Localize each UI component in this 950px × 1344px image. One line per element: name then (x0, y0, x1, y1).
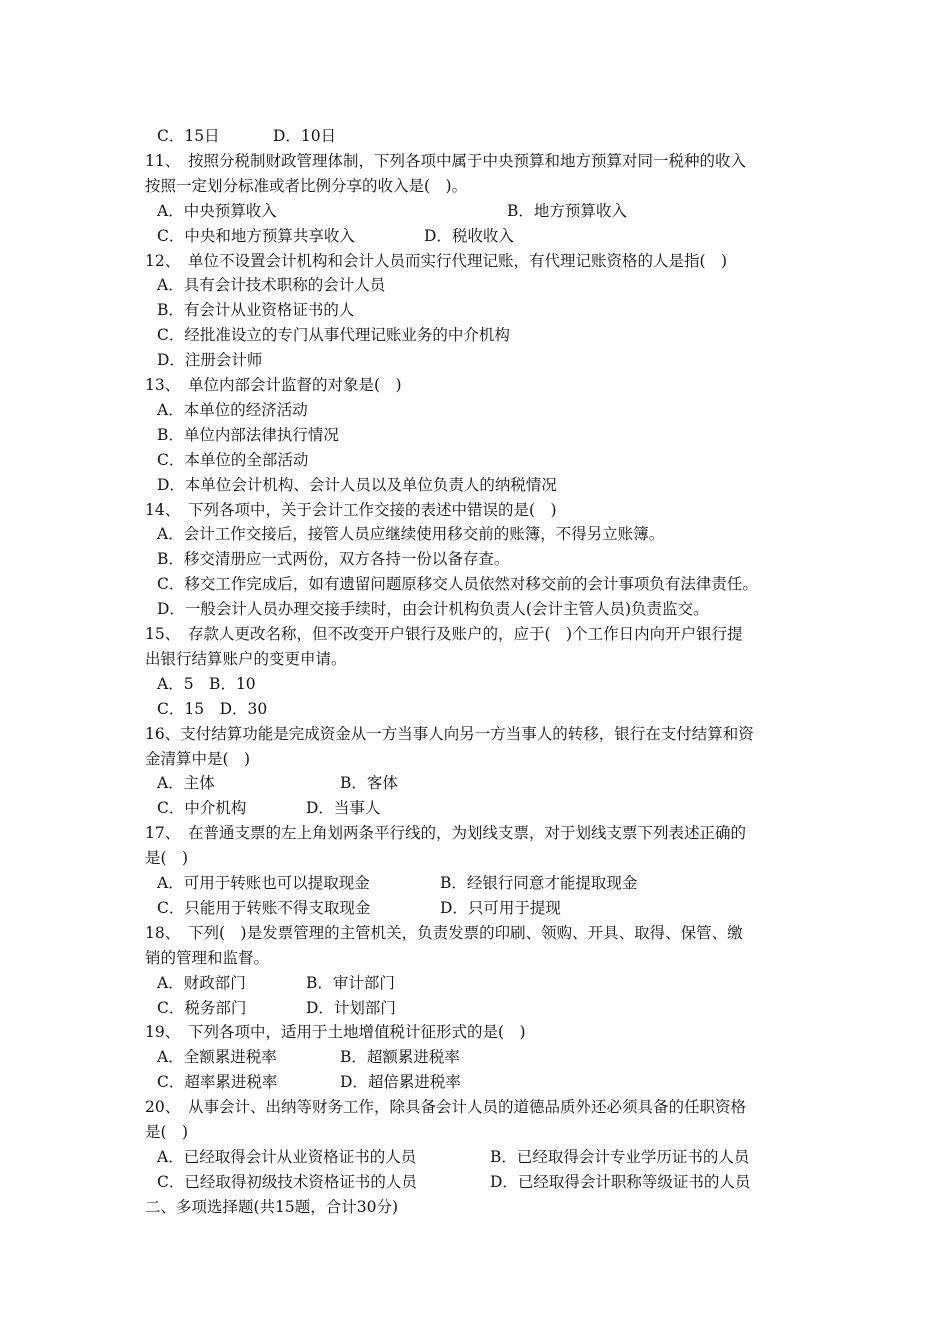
question-line: 19、 下列各项中，适用于土地增值税计征形式的是( ) (145, 1023, 526, 1041)
option-line: D．一般会计人员办理交接手续时，由会计机构负责人(会计主管人员)负责监交。 (157, 600, 709, 618)
option-text: C．只能用于转账不得支取现金 (157, 899, 371, 917)
option-line: A．本单位的经济活动 (157, 401, 308, 419)
option-text: A．可用于转账也可以提取现金 (157, 874, 370, 892)
option-line: B．移交清册应一式两份，双方各持一份以备存查。 (157, 550, 510, 568)
question-line: 12、 单位不设置会计机构和会计人员而实行代理记账，有代理记账资格的人是指( ) (145, 252, 728, 270)
option-text: A．中央预算收入 (157, 202, 277, 220)
question-line: 17、 在普通支票的左上角划两条平行线的，为划线支票，对于划线支票下列表述正确的 (145, 824, 746, 842)
question-line: 出银行结算账户的变更申请。 (145, 650, 347, 668)
question-line: 20、 从事会计、出纳等财务工作，除具备会计人员的道德品质外还必须具备的任职资格 (145, 1098, 746, 1116)
option-line: D．注册会计师 (157, 351, 263, 369)
option-line: A．会计工作交接后，接管人员应继续使用移交前的账簿，不得另立账簿。 (157, 525, 665, 543)
question-line: 18、 下列( )是发票管理的主管机关，负责发票的印刷、领购、开具、取得、保管、缴 (145, 924, 743, 942)
option-text: B．超额累进税率 (340, 1048, 460, 1066)
option-line: A．5 B．10 (157, 675, 256, 693)
option-text: A．财政部门 (157, 974, 246, 992)
option-text: C．15日 (157, 127, 220, 145)
option-text: D．超倍累进税率 (340, 1073, 461, 1091)
question-line: 销的管理和监督。 (145, 949, 270, 967)
option-text: C．税务部门 (157, 999, 247, 1017)
option-text: B．客体 (340, 774, 398, 792)
question-line: 金清算中是( ) (145, 750, 251, 768)
option-text: A．全额累进税率 (157, 1048, 277, 1066)
option-text: A．已经取得会计从业资格证书的人员 (157, 1148, 417, 1166)
option-text: B．经银行同意才能提取现金 (440, 874, 638, 892)
question-line: 二、多项选择题(共15题，合计30分) (145, 1198, 399, 1216)
option-text: D．只可用于提现 (440, 899, 561, 917)
question-line: 按照一定划分标准或者比例分享的收入是( )。 (145, 177, 468, 195)
option-line: D．本单位会计机构、会计人员以及单位负责人的纳税情况 (157, 476, 557, 494)
option-line: C．移交工作完成后，如有遗留问题原移交人员依然对移交前的会计事项负有法律责任。 (157, 575, 758, 593)
option-line: B．单位内部法律执行情况 (157, 426, 339, 444)
option-text: C．中介机构 (157, 799, 247, 817)
option-text: C．超率累进税率 (157, 1073, 278, 1091)
question-line: 15、 存款人更改名称，但不改变开户银行及账户的，应于( )个工作日内向开户银行提 (145, 625, 743, 643)
question-line: 16、支付结算功能是完成资金从一方当事人向另一方当事人的转移，银行在支付结算和资 (145, 725, 754, 743)
question-line: 13、 单位内部会计监督的对象是( ) (145, 376, 402, 394)
option-text: B．审计部门 (306, 974, 395, 992)
option-text: D．当事人 (306, 799, 381, 817)
question-line: 14、 下列各项中，关于会计工作交接的表述中错误的是( ) (145, 501, 557, 519)
option-line: A．具有会计技术职称的会计人员 (157, 276, 386, 294)
option-text: D．10日 (273, 127, 337, 145)
option-text: B．已经取得会计专业学历证书的人员 (490, 1148, 750, 1166)
option-line: C．15 D．30 (157, 700, 268, 718)
question-line: 是( ) (145, 849, 189, 867)
option-line: B．有会计从业资格证书的人 (157, 301, 355, 319)
option-text: D．已经取得会计职称等级证书的人员 (490, 1173, 751, 1191)
option-line: C．本单位的全部活动 (157, 451, 309, 469)
option-text: B．地方预算收入 (507, 202, 627, 220)
option-text: C．已经取得初级技术资格证书的人员 (157, 1173, 417, 1191)
question-line: 11、 按照分税制财政管理体制，下列各项中属于中央预算和地方预算对同一税种的收入 (145, 152, 746, 170)
option-text: A．主体 (157, 774, 215, 792)
option-text: C．中央和地方预算共享收入 (157, 227, 355, 245)
option-text: D．计划部门 (306, 999, 396, 1017)
option-line: C．经批准设立的专门从事代理记账业务的中介机构 (157, 326, 510, 344)
option-text: D．税收收入 (424, 227, 514, 245)
question-line: 是( ) (145, 1123, 189, 1141)
